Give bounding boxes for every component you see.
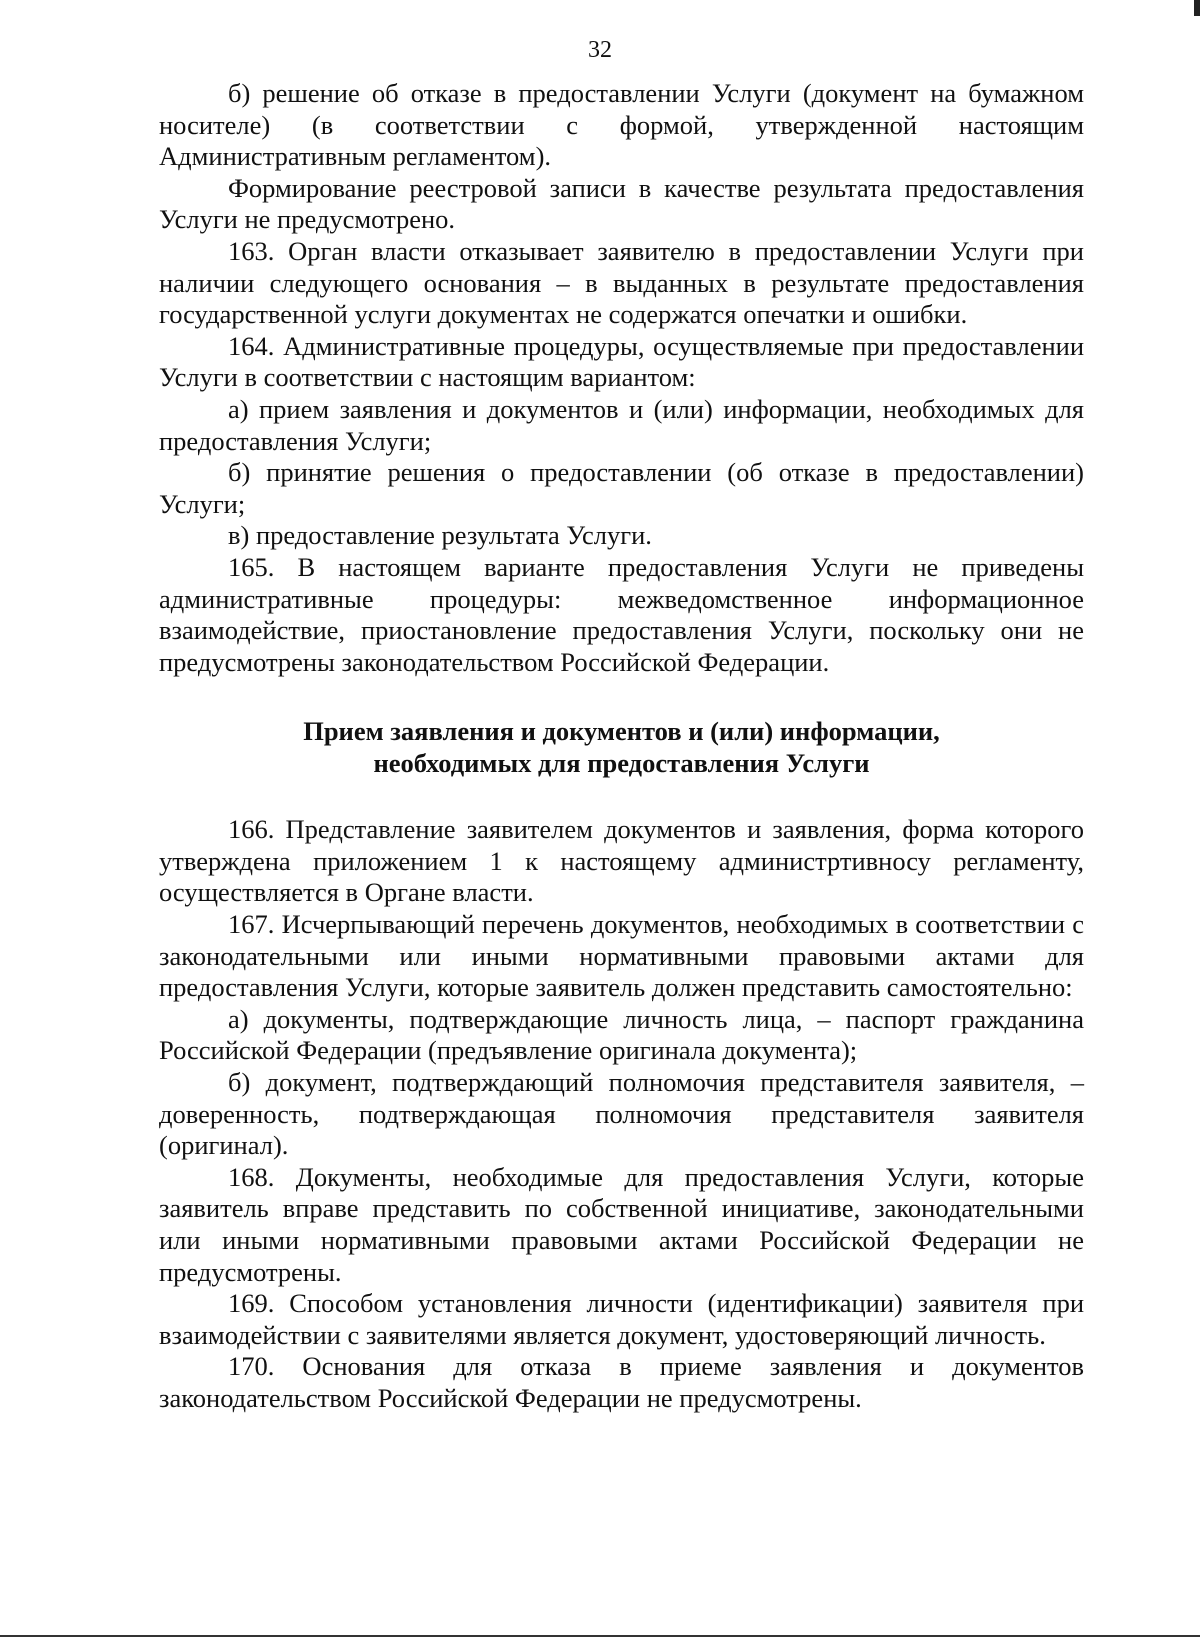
paragraph-165: 165. В настоящем варианте предоставления Услуги не приведены административные процедуры: межведомственное информационное взаимодействие, приостановление предоставления Услуги, поскольку они не предусмотрены законодательством Российской Федерации. bbox=[159, 551, 1084, 677]
paragraph: Формирование реестровой записи в качестве результата предоставления Услуги не предусмотрено. bbox=[159, 172, 1084, 235]
page-number: 32 bbox=[588, 37, 612, 63]
paragraph-167: 167. Исчерпывающий перечень документов, необходимых в соответствии с законодательными или иными нормативными правовыми актами для предоставления Услуги, которые заявитель должен представить самостоятельно: bbox=[159, 909, 1084, 1003]
paragraph-163: 163. Орган власти отказывает заявителю в предоставлении Услуги при наличии следующего основания – в выданных в результате предоставления государственной услуги документах не содержатся опечатки и ошибки. bbox=[159, 235, 1084, 330]
section-heading-line: необходимых для предоставления Услуги bbox=[373, 748, 870, 779]
paragraph-164: 164. Административные процедуры, осуществляемые при предоставлении Услуги в соответствии с настоящим вариантом: bbox=[159, 330, 1084, 393]
paragraph-168: 168. Документы, необходимые для предоставления Услуги, которые заявитель вправе представить по собственной инициативе, законодательными или иными нормативными правовыми актами Российской Федерации не предусмотрены. bbox=[159, 1161, 1084, 1287]
scan-edge-mark bbox=[1194, 0, 1200, 16]
section-heading-line: Прием заявления и документов и (или) информации, bbox=[303, 716, 940, 747]
paragraph: б) решение об отказе в предоставлении Услуги (документ на бумажном носителе) (в соответствии с формой, утвержденной настоящим Административным регламентом). bbox=[159, 78, 1084, 172]
list-item: а) документы, подтверждающие личность лица, – паспорт гражданина Российской Федерации (предъявление оригинала документа); bbox=[159, 1003, 1084, 1066]
list-item: в) предоставление результата Услуги. bbox=[228, 520, 652, 551]
paragraph-166: 166. Представление заявителем документов и заявления, форма которого утверждена приложением 1 к настоящему администртивносу регламенту, осуществляется в Органе власти. bbox=[159, 814, 1084, 908]
paragraph-170: 170. Основания для отказа в приеме заявления и документов законодательством Российской Федерации не предусмотрены. bbox=[159, 1351, 1084, 1413]
document-body bbox=[159, 78, 1084, 1415]
list-item: б) документ, подтверждающий полномочия представителя заявителя, – доверенность, подтверждающая полномочия представителя заявителя (оригинал). bbox=[159, 1067, 1084, 1161]
section-heading bbox=[159, 715, 1084, 779]
scan-edge-line bbox=[0, 1635, 1200, 1637]
list-item: а) прием заявления и документов и (или) информации, необходимых для предоставления Услуги; bbox=[159, 393, 1084, 456]
list-item: б) принятие решения о предоставлении (об отказе в предоставлении) Услуги; bbox=[159, 457, 1084, 519]
paragraph-169: 169. Способом установления личности (идентификации) заявителя при взаимодействии с заявителями является документ, удостоверяющий личность. bbox=[159, 1288, 1084, 1350]
